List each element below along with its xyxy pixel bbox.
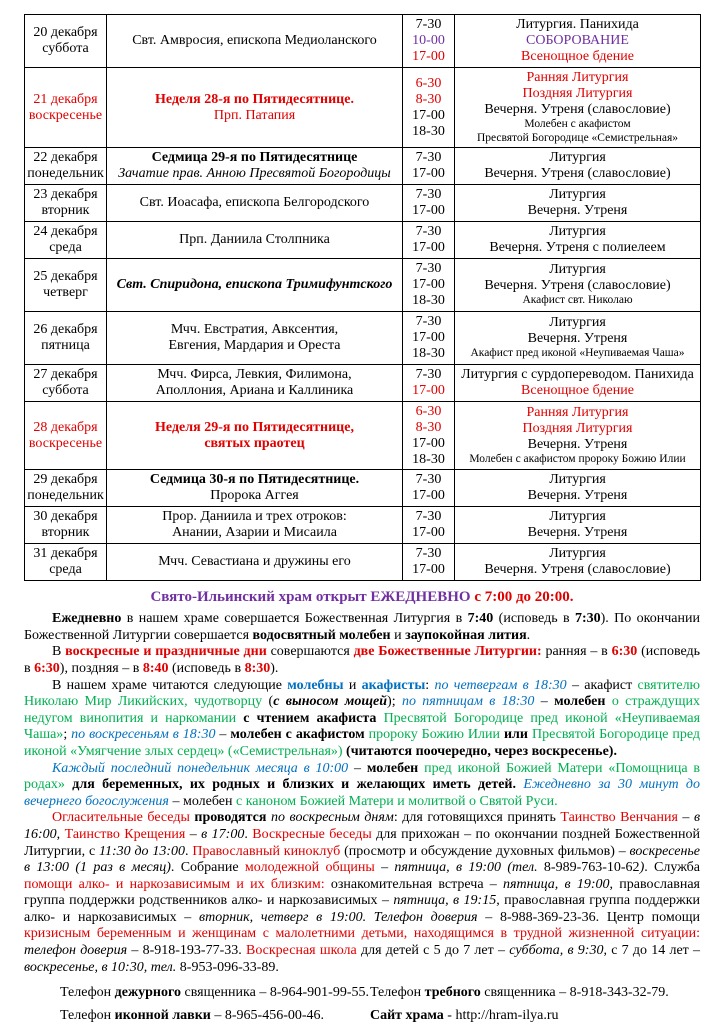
text-run: молодежной общины xyxy=(244,860,375,876)
time-value: 17-00 xyxy=(412,525,445,541)
feast-line: Седмица 30-я по Пятидесятнице. xyxy=(149,472,360,488)
text-run: для прихожан – по окончании поздней Божественной Литургии, с xyxy=(24,826,701,859)
text-run: по пятницам в 18:30 xyxy=(401,694,535,710)
service-cell xyxy=(455,364,701,401)
time-value: 7-30 xyxy=(415,261,442,277)
date-cell xyxy=(25,15,107,68)
feast-line: Мчч. Севастиана и дружины его xyxy=(158,554,351,570)
date-line: понедельник xyxy=(27,166,104,182)
text-run: , xyxy=(56,826,65,842)
service-value: Молебен с акафистом пророку Божию Илии xyxy=(469,452,686,465)
time-cell xyxy=(403,470,455,507)
text-run: Воскресная школа xyxy=(245,943,357,959)
text-run: 7:40 xyxy=(467,611,494,627)
text-run: . xyxy=(185,843,193,859)
feast-cell xyxy=(107,507,403,544)
text-run: ) xyxy=(639,860,645,876)
time-value: 8-30 xyxy=(415,91,442,107)
schedule-table xyxy=(24,14,701,581)
text-run: – 8-988-369-23-36. Центр помощи xyxy=(477,909,700,925)
date-cell xyxy=(25,222,107,259)
service-value: Акафист свт. Николаю xyxy=(522,294,633,307)
time-value: 7-30 xyxy=(415,472,442,488)
time-value: 17-00 xyxy=(412,382,445,398)
text-run: кризисным беременным и женщинам с малолетними детьми, находящимся в трудной жизненной ситуации: xyxy=(24,926,700,942)
service-cell xyxy=(455,311,701,364)
date-line: пятница xyxy=(41,337,90,353)
table-row xyxy=(25,148,701,185)
date-line: 30 декабря xyxy=(33,509,98,525)
time-value: 18-30 xyxy=(412,123,445,139)
feast-line: Неделя 28-я по Пятидесятнице. xyxy=(155,91,354,107)
text-run: (просмотр и обсуждение духовных фильмов) – xyxy=(340,843,630,859)
time-value: 18-30 xyxy=(412,345,445,361)
date-line: 28 декабря xyxy=(33,419,98,435)
time-value: 7-30 xyxy=(415,150,442,166)
text-run: воскресенье, в 10:30, тел. xyxy=(24,959,177,975)
info-paragraphs xyxy=(24,611,700,976)
time-value: 17-00 xyxy=(412,488,445,504)
date-line: среда xyxy=(49,240,82,256)
feast-cell xyxy=(107,311,403,364)
service-cell xyxy=(455,401,701,470)
text-run: Свято-Ильинский храм открыт ЕЖЕДНЕВНО xyxy=(150,589,475,606)
service-value: Вечерня. Утреня xyxy=(527,436,628,452)
text-run: проводятся xyxy=(194,810,267,826)
table-row xyxy=(25,507,701,544)
text-run: – xyxy=(534,694,555,710)
text-run: : xyxy=(425,677,435,693)
text-run: пятница, в 19:00 (тел. xyxy=(394,860,538,876)
text-run: - http://hram-ilya.ru xyxy=(443,1008,559,1024)
feast-line: Неделя 29-я по Пятидесятнице, xyxy=(155,419,354,435)
text-run: две Божественные Литургии: xyxy=(353,644,542,660)
feast-line: Евгения, Мардария и Ореста xyxy=(168,337,341,353)
service-value: Вечерня. Утреня (славословие) xyxy=(484,101,671,117)
date-line: 27 декабря xyxy=(33,366,98,382)
service-value: Литургия xyxy=(549,262,606,278)
text-run: молебен xyxy=(366,760,419,776)
table-row xyxy=(25,222,701,259)
service-value: Поздняя Литургия xyxy=(522,420,633,436)
text-run: Ежедневно за 30 минут до вечернего богослужения xyxy=(24,777,701,809)
text-run: по воскресеньям в 18:30 xyxy=(71,727,216,743)
text-run: заупокойная лития xyxy=(405,627,527,643)
text-run: молебен xyxy=(554,694,606,710)
text-run: телефон доверия xyxy=(24,943,128,959)
text-run: акафисты xyxy=(361,677,426,693)
text-run: . xyxy=(244,826,253,842)
service-value: Литургия xyxy=(549,546,606,562)
text-run: Сайт храма xyxy=(370,1008,444,1024)
date-line: вторник xyxy=(41,203,90,219)
text-run: водосвятный молебен xyxy=(252,627,391,643)
time-cell xyxy=(403,148,455,185)
text-run: Пресвятой Богородице пред иконой «Умягчение злых сердец» («Семистрельная») xyxy=(24,727,701,759)
time-cell xyxy=(403,259,455,312)
text-run: святителю Николаю Мир Ликийских, чудотворцу xyxy=(24,677,701,710)
service-value: Литургия. Панихида xyxy=(516,17,639,32)
time-value: 7-30 xyxy=(415,17,442,32)
text-run: пророку Божию Илии xyxy=(368,727,501,743)
service-value: Вечерня. Утреня (славословие) xyxy=(484,278,671,294)
text-run: – 8-965-456-00-46. xyxy=(210,1008,325,1024)
text-run: по воскресным дням xyxy=(271,810,394,826)
service-value: Литургия xyxy=(549,472,606,488)
time-value: 6-30 xyxy=(415,75,442,91)
info-paragraph xyxy=(24,810,700,976)
date-cell xyxy=(25,67,107,147)
feast-line: Аполлония, Ариана и Каллиника xyxy=(155,382,354,398)
feast-line: Анании, Азарии и Мисаила xyxy=(172,525,337,541)
text-run: священника – 8-964-901-99-55. xyxy=(180,985,369,1001)
service-cell xyxy=(455,15,701,68)
table-row xyxy=(25,364,701,401)
text-run: пятница, в 19:15 xyxy=(393,893,497,909)
date-cell xyxy=(25,185,107,222)
text-run: Телефон xyxy=(370,985,425,1001)
time-value: 17-00 xyxy=(412,166,445,182)
feast-cell xyxy=(107,544,403,581)
text-run: воскресенье в 13:00 (1 раз в месяц) xyxy=(24,843,700,876)
text-run: 8-953-096-33-89. xyxy=(176,959,279,975)
feast-line: Свт. Иоасафа, епископа Белгородского xyxy=(139,195,370,211)
feast-line: Свт. Спиридона, епископа Тримифунтского xyxy=(116,276,393,292)
time-value: 7-30 xyxy=(415,187,442,203)
service-value: Литургия xyxy=(549,314,606,330)
text-run: Каждый последний понедельник месяца в 10:00 xyxy=(52,760,349,776)
text-run: священника – 8-918-343-32-79. xyxy=(480,985,669,1001)
date-cell xyxy=(25,311,107,364)
feast-line: Свт. Амвросия, епископа Медиоланского xyxy=(132,32,377,48)
service-value: Всенощное бдение xyxy=(521,48,634,64)
feast-line: Пророка Аггея xyxy=(210,488,299,504)
text-run: в 16:00 xyxy=(24,810,701,842)
text-run xyxy=(376,711,383,726)
time-cell xyxy=(403,185,455,222)
table-row xyxy=(25,544,701,581)
date-line: 22 декабря xyxy=(33,150,98,166)
feast-line: Прп. Патапия xyxy=(213,107,296,123)
text-run: 11:30 до 13:00 xyxy=(99,843,186,859)
text-run: вторник, четверг в 19:00. Телефон доверия xyxy=(199,909,478,925)
service-cell xyxy=(455,222,701,259)
info-paragraph xyxy=(24,761,700,811)
time-value: 7-30 xyxy=(415,224,442,240)
feast-line: Седмица 29-я по Пятидесятнице xyxy=(151,150,358,166)
text-run: и xyxy=(390,627,406,643)
feast-line: Прор. Даниила и трех отроков: xyxy=(162,509,347,525)
text-run: и xyxy=(343,677,362,693)
table-row xyxy=(25,259,701,312)
date-line: 20 декабря xyxy=(33,24,98,40)
date-cell xyxy=(25,259,107,312)
text-run: – xyxy=(185,826,202,842)
text-run: Телефон xyxy=(60,1008,115,1024)
date-line: 29 декабря xyxy=(33,472,98,488)
service-value: Вечерня. Утреня xyxy=(527,488,628,504)
date-line: понедельник xyxy=(27,488,104,504)
text-run: молебен с акафистом xyxy=(230,727,365,743)
time-value: 17-00 xyxy=(412,203,445,219)
text-run: Огласительные беседы xyxy=(52,810,190,826)
feast-line: Зачатие прав. Анною Пресвятой Богородицы xyxy=(118,166,391,182)
text-run: иконной лавки xyxy=(114,1008,211,1024)
date-line: 23 декабря xyxy=(33,187,98,203)
time-value: 8-30 xyxy=(415,419,442,435)
service-value: Вечерня. Утреня (славословие) xyxy=(484,562,671,578)
text-run: . xyxy=(526,627,531,643)
feast-line: Мчч. Фирса, Левкия, Филимона, xyxy=(157,366,352,382)
date-line: 24 декабря xyxy=(33,224,98,240)
table-row xyxy=(25,311,701,364)
time-cell xyxy=(403,311,455,364)
service-cell xyxy=(455,470,701,507)
text-run: Таинство Крещения xyxy=(64,826,186,842)
date-cell xyxy=(25,544,107,581)
text-run: (исповедь в xyxy=(493,611,575,627)
time-value: 7-30 xyxy=(415,509,442,525)
date-cell xyxy=(25,364,107,401)
time-cell xyxy=(403,544,455,581)
time-cell xyxy=(403,401,455,470)
service-value: Поздняя Литургия xyxy=(522,85,633,101)
date-line: 21 декабря xyxy=(33,91,98,107)
date-line: суббота xyxy=(42,382,89,398)
info-paragraph xyxy=(24,611,700,644)
text-run: Воскресные беседы xyxy=(252,826,372,842)
text-run: помощи алко- и наркозависимым и их близким: xyxy=(24,876,325,892)
text-run: воскресные и праздничные дни xyxy=(65,644,267,660)
feast-line: Прп. Даниила Столпника xyxy=(179,232,330,248)
text-run: дежурного xyxy=(114,985,181,1001)
service-cell xyxy=(455,148,701,185)
service-value: Литургия xyxy=(549,150,606,166)
text-run: с 7:00 до 20:00. xyxy=(474,589,574,606)
text-run: 8-989-763-10-62 xyxy=(537,860,640,876)
text-run: 8:40 xyxy=(142,660,169,676)
text-run: , православная группа поддержки родственников алко- и наркозависимых – xyxy=(24,876,700,909)
date-line: воскресенье xyxy=(28,435,103,451)
text-run: 6:30 xyxy=(34,660,60,676)
text-run: Пресвятой Богородице пред иконой «Неупиваемая Чаша» xyxy=(24,710,701,743)
info-paragraph xyxy=(24,644,700,677)
text-run: требного xyxy=(424,985,481,1001)
table-row xyxy=(25,67,701,147)
text-run: В нашем храме читаются следующие xyxy=(52,677,288,693)
text-run: пред иконой Божией Матери «Помощница в родах» xyxy=(24,760,701,793)
date-line: вторник xyxy=(41,525,90,541)
service-cell xyxy=(455,67,701,147)
feast-cell xyxy=(107,470,403,507)
text-run: – xyxy=(348,760,367,776)
service-value: Молебен с акафистом xyxy=(524,117,631,130)
text-run: 6:30 xyxy=(611,644,638,660)
text-run: . Собрание xyxy=(170,860,245,876)
time-value: 7-30 xyxy=(415,366,442,382)
service-value: Литургия xyxy=(549,224,606,240)
text-run: Ежедневно xyxy=(52,611,122,627)
text-run: 7:30 xyxy=(574,611,601,627)
text-run: – 8-918-193-77-33. xyxy=(127,943,246,959)
time-cell xyxy=(403,222,455,259)
text-run: : для готовящихся принять xyxy=(393,810,561,826)
service-value: Литургия xyxy=(549,187,606,203)
text-run: в нашем храме совершается Божественная Литургия в xyxy=(121,611,468,627)
time-value: 17-00 xyxy=(412,329,445,345)
table-row xyxy=(25,185,701,222)
time-value: 7-30 xyxy=(415,313,442,329)
contact-line xyxy=(24,981,370,1004)
text-run: ); xyxy=(387,694,402,710)
text-run: . Служба xyxy=(644,860,701,876)
feast-line: святых праотец xyxy=(204,435,305,451)
text-run: ( xyxy=(262,694,274,710)
table-row xyxy=(25,401,701,470)
banner-open-hours xyxy=(24,588,700,606)
service-value: Вечерня. Утреня xyxy=(527,525,628,541)
date-cell xyxy=(25,148,107,185)
time-cell xyxy=(403,15,455,68)
date-line: четверг xyxy=(43,284,88,300)
contact-line xyxy=(370,981,700,1004)
text-run: или xyxy=(503,727,528,743)
feast-line: Мчч. Евстратия, Авксентия, xyxy=(170,321,339,337)
feast-cell xyxy=(107,259,403,312)
time-cell xyxy=(403,364,455,401)
date-line: 25 декабря xyxy=(33,269,98,284)
text-run: молебны xyxy=(287,677,344,693)
time-value: 7-30 xyxy=(415,546,442,562)
service-value: Ранняя Литургия xyxy=(526,404,629,420)
time-value: 18-30 xyxy=(412,451,445,467)
date-line: среда xyxy=(49,562,82,578)
text-run: ). xyxy=(270,660,279,676)
text-run: для беременных, их родных и близких и желающих иметь детей. xyxy=(72,777,516,793)
text-run: – xyxy=(374,860,395,876)
service-cell xyxy=(455,185,701,222)
service-value: Вечерня. Утреня xyxy=(527,203,628,219)
date-cell xyxy=(25,401,107,470)
text-run: (исповедь в xyxy=(168,660,245,676)
time-value: 6-30 xyxy=(415,403,442,419)
text-run: ), поздняя – в xyxy=(59,660,143,676)
feast-cell xyxy=(107,148,403,185)
time-cell xyxy=(403,507,455,544)
text-run: Православный киноклуб xyxy=(192,843,341,859)
time-value: 17-00 xyxy=(412,240,445,256)
text-run: 8:30 xyxy=(244,660,271,676)
service-cell xyxy=(455,259,701,312)
text-run: в 17:00 xyxy=(201,826,245,842)
service-value: Вечерня. Утреня с полиелеем xyxy=(489,240,666,256)
text-run: ). По окончании Божественной Литургии совершается xyxy=(24,611,700,643)
footer-contacts xyxy=(24,981,700,1027)
text-run: совершаются xyxy=(266,644,354,660)
time-value: 10-00 xyxy=(412,32,445,48)
text-run: (читаются поочередно, через воскресенье). xyxy=(346,743,617,759)
table-row xyxy=(25,470,701,507)
time-value: 17-00 xyxy=(412,107,445,123)
time-value: 17-00 xyxy=(412,48,445,64)
text-run: (исповедь в xyxy=(24,644,701,676)
date-line: 31 декабря xyxy=(33,546,98,562)
date-line: суббота xyxy=(42,40,89,56)
text-run: – акафист xyxy=(566,677,638,693)
time-value: 18-30 xyxy=(412,292,445,308)
service-value: Литургия с сурдопереводом. Панихида xyxy=(461,366,694,382)
feast-cell xyxy=(107,364,403,401)
text-run: пятница, в 19:00 xyxy=(503,876,610,892)
service-cell xyxy=(455,507,701,544)
time-value: 17-00 xyxy=(412,276,445,292)
feast-cell xyxy=(107,222,403,259)
text-run: о страждущих недугом винопития и наркомании xyxy=(24,694,700,726)
date-line: 26 декабря xyxy=(33,321,98,337)
text-run: ; xyxy=(63,727,72,743)
service-value: Пресвятой Богородице «Семистрельная» xyxy=(476,131,679,144)
text-run: для детей с 5 до 7 лет – xyxy=(356,943,510,959)
feast-cell xyxy=(107,67,403,147)
service-value: СОБОРОВАНИЕ xyxy=(526,32,629,48)
text-run: Таинство Венчания xyxy=(560,810,678,826)
service-value: Вечерня. Утреня xyxy=(527,330,628,346)
feast-cell xyxy=(107,185,403,222)
service-value: Ранняя Литургия xyxy=(526,69,629,85)
service-cell xyxy=(455,544,701,581)
time-value: 17-00 xyxy=(412,435,445,451)
service-value: Литургия xyxy=(549,509,606,525)
date-cell xyxy=(25,507,107,544)
table-row xyxy=(25,15,701,68)
service-value: Акафист пред иконой «Неупиваемая Чаша» xyxy=(470,346,685,359)
time-value: 17-00 xyxy=(412,562,445,578)
feast-cell xyxy=(107,15,403,68)
time-cell xyxy=(403,67,455,147)
text-run: – xyxy=(677,810,694,826)
info-paragraph xyxy=(24,678,700,761)
text-run: Телефон xyxy=(60,985,115,1001)
service-value: Всенощное бдение xyxy=(521,382,634,398)
service-value: Вечерня. Утреня (славословие) xyxy=(484,166,671,182)
text-run: с чтением акафиста xyxy=(243,710,377,726)
text-run: суббота, в 9:30 xyxy=(509,943,604,959)
text-run: ознакомительная встреча – xyxy=(324,876,504,892)
text-run: В xyxy=(52,644,66,660)
text-run: ранняя – в xyxy=(541,644,612,660)
text-run: с выносом мощей xyxy=(273,694,388,710)
text-run: с каноном Божией Матери и молитвой о Святой Руси. xyxy=(235,793,558,809)
text-run: , православная группа поддержки алко- и наркозависимых – xyxy=(24,893,700,925)
date-cell xyxy=(25,470,107,507)
feast-cell xyxy=(107,401,403,470)
text-run: по четвергам в 18:30 xyxy=(434,677,567,693)
text-run: – xyxy=(215,727,231,743)
text-run: – молебен xyxy=(168,793,236,809)
date-line: воскресенье xyxy=(28,107,103,123)
text-run: , с 7 до 14 лет – xyxy=(603,943,701,959)
